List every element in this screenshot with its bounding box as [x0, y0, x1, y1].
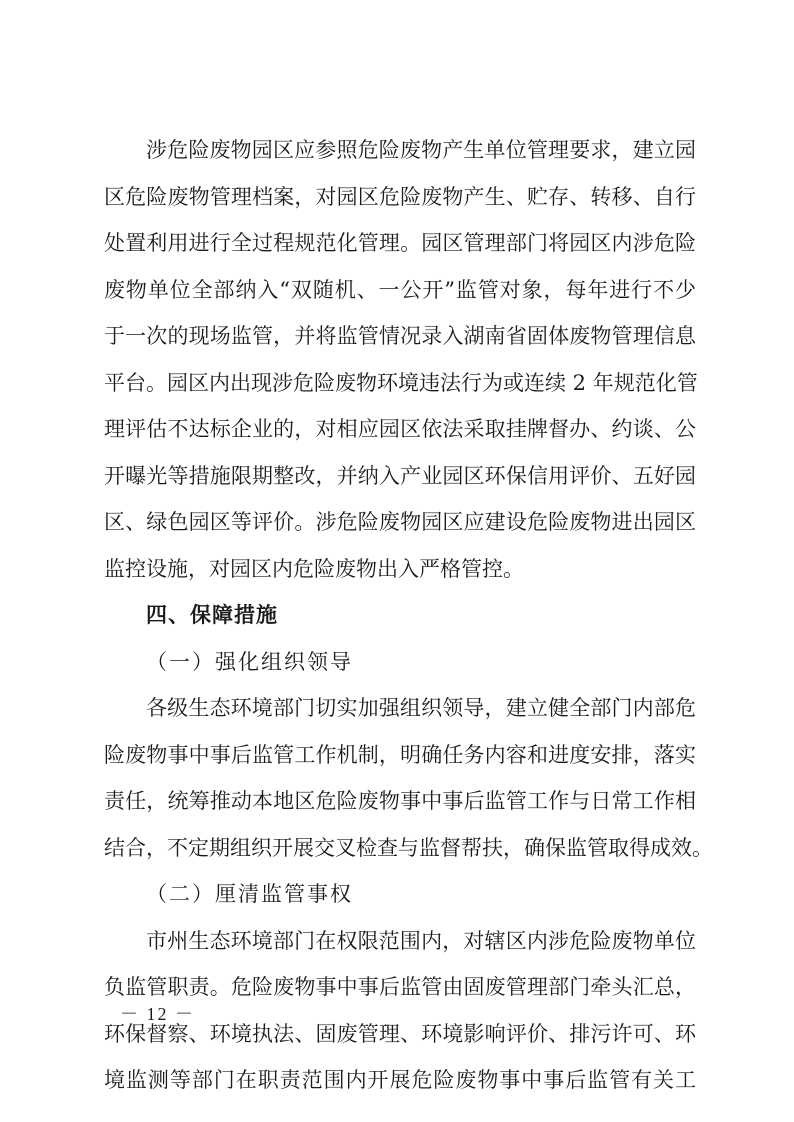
paragraph-line: 开曝光等措施限期整改，并纳入产业园区环保信用评价、五好园 — [104, 464, 696, 488]
subsection-heading-2: （二）厘清监管事权 — [146, 882, 353, 906]
paragraph-line: 险废物事中事后监管工作机制，明确任务内容和进度安排，落实 — [104, 743, 696, 767]
paragraph-line: 环保督察、环境执法、固废管理、环境影响评价、排污许可、环 — [104, 1022, 696, 1046]
paragraph-line: 境监测等部门在职责范围内开展危险废物事中事后监管有关工 — [104, 1068, 696, 1092]
paragraph-line: 各级生态环境部门切实加强组织领导，建立健全部门内部危 — [146, 696, 696, 720]
paragraph-line: 区危险废物管理档案，对园区危险废物产生、贮存、转移、自行 — [104, 185, 696, 209]
paragraph-line: 理评估不达标企业的，对相应园区依法采取挂牌督办、约谈、公 — [104, 417, 696, 441]
paragraph-line: 负监管职责。危险废物事中事后监管由固废管理部门牵头汇总， — [104, 975, 696, 999]
paragraph-line: 监控设施，对园区内危险废物出入严格管控。 — [104, 557, 524, 581]
paragraph-line: 处置利用进行全过程规范化管理。园区管理部门将园区内涉危险 — [104, 231, 696, 255]
paragraph-line: 废物单位全部纳入“双随机、一公开”监管对象，每年进行不少 — [104, 278, 696, 302]
page-number: － 12 － — [120, 1004, 195, 1024]
paragraph-line: 区、绿色园区等评价。涉危险废物园区应建设危险废物进出园区 — [104, 510, 696, 534]
paragraph-line: 于一次的现场监管，并将监管情况录入湖南省固体废物管理信息 — [104, 324, 696, 348]
section-heading: 四、保障措施 — [146, 603, 278, 627]
paragraph-line: 涉危险废物园区应参照危险废物产生单位管理要求，建立园 — [146, 138, 696, 162]
subsection-heading-1: （一）强化组织领导 — [146, 650, 353, 674]
paragraph-line: 结合，不定期组织开展交叉检查与监督帮扶，确保监管取得成效。 — [104, 836, 713, 860]
paragraph-line: 平台。园区内出现涉危险废物环境违法行为或连续 2 年规范化管 — [104, 371, 698, 395]
paragraph-line: 责任，统筹推动本地区危险废物事中事后监管工作与日常工作相 — [104, 789, 696, 813]
paragraph-line: 市州生态环境部门在权限范围内，对辖区内涉危险废物单位 — [146, 929, 696, 953]
